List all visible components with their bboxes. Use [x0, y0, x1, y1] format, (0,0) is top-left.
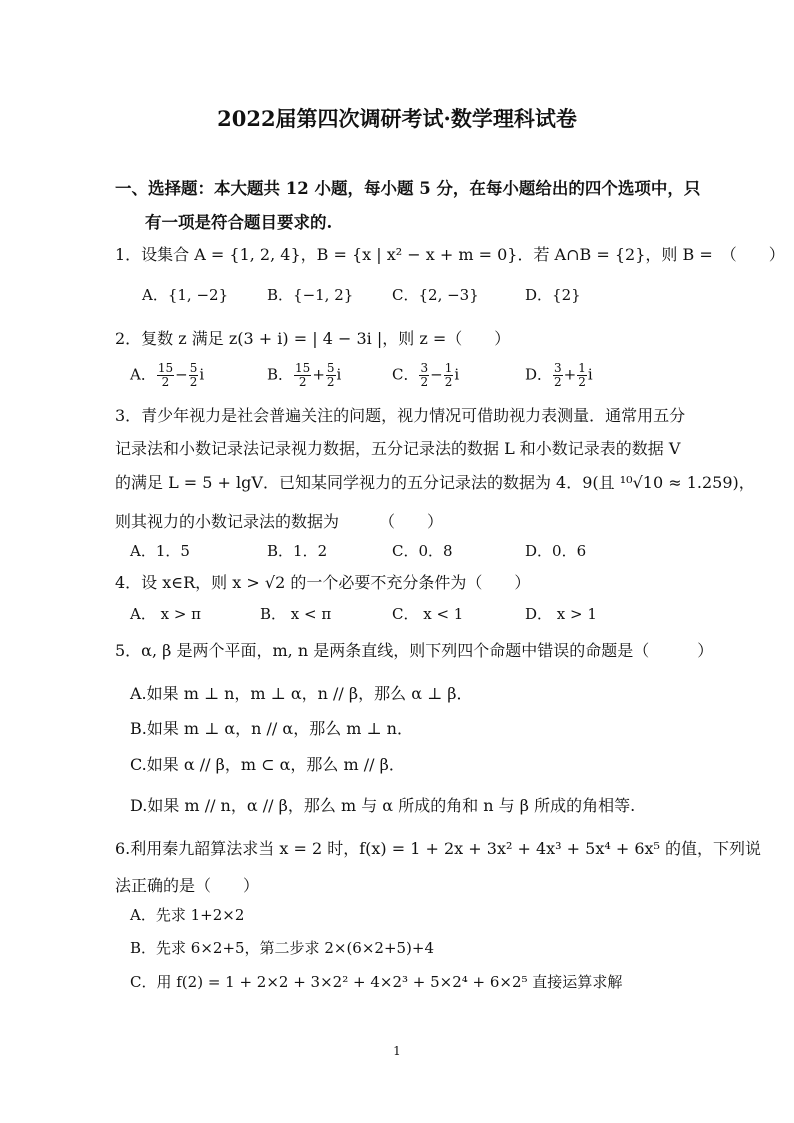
question-3-line2: 记录法和小数记录法记录视力数据，五分记录法的数据 L 和小数记录表的数据 V	[115, 439, 681, 458]
section-heading-line1: 一、选择题：本大题共 12 小题，每小题 5 分，在每小题给出的四个选项中，只	[115, 179, 701, 198]
question-2-stem: 2．复数 z 满足 z(3 + i) = | 4 − 3i |，则 z =（ ）	[115, 329, 511, 348]
question-3-line1: 3．青少年视力是社会普遍关注的问题，视力情况可借助视力表测量．通常用五分	[115, 406, 686, 425]
question-1-option-b: B．{−1, 2}	[267, 286, 354, 304]
question-2-option-c: C． $\frac{3}{2}$ − $\frac{1}{2}$ i	[392, 361, 460, 389]
question-6-line2: 法正确的是（ ）	[115, 876, 260, 895]
question-6-option-b: B．先求 6×2+5，第二步求 2×(6×2+5)+4	[130, 939, 435, 957]
question-4-option-a: A． x > π	[130, 605, 202, 623]
question-6-line1: 6.利用秦九韶算法求当 x = 2 时，f(x) = 1 + 2x + 3x² + 4x³ + 5x⁴ + 6x⁵ 的值，下列说	[115, 839, 762, 858]
page-title: 2022届第四次调研考试·数学理科试卷	[217, 106, 577, 131]
question-5-option-b: B.如果 m ⊥ α，n // α，那么 m ⊥ n．	[130, 719, 413, 738]
question-5-option-c: C.如果 α // β，m ⊂ α，那么 m // β．	[130, 755, 405, 774]
question-1-option-c: C．{2, −3}	[392, 286, 479, 304]
question-4-stem: 4．设 x∈R，则 x > √2 的一个必要不充分条件为（ ）	[115, 573, 531, 592]
page-number: 1	[393, 1044, 401, 1058]
question-6-option-a: A．先求 1+2×2	[130, 906, 245, 924]
question-2-option-b: B． $\frac{15}{2}$ + $\frac{5}{2}$ i	[267, 361, 342, 389]
question-4-option-c: C． x < 1	[392, 605, 464, 623]
question-3-line3: 的满足 L = 5 + lgV．已知某同学视力的五分记录法的数据为 4．9(且 ¹⁰√10 ≈ 1.259)，	[115, 473, 755, 492]
question-5-option-a: A.如果 m ⊥ n，m ⊥ α，n // β，那么 α ⊥ β．	[130, 684, 473, 703]
question-3-option-d: D．0．6	[525, 542, 587, 560]
question-2-option-a: A． $\frac{15}{2}$ − $\frac{5}{2}$ i	[130, 361, 205, 389]
question-3-option-c: C．0．8	[392, 542, 453, 560]
question-5-stem: 5．α, β 是两个平面，m, n 是两条直线，则下列四个命题中错误的命题是（ ）	[115, 641, 714, 660]
question-1-stem: 1．设集合 A = {1, 2, 4}，B = {x | x² − x + m = 0}．若 A∩B = {2}，则 B = （ ）	[115, 245, 785, 264]
section-heading-line2: 有一项是符合题目要求的.	[145, 213, 333, 232]
question-1-option-d: D．{2}	[525, 286, 581, 304]
question-3-option-b: B．1．2	[267, 542, 328, 560]
question-6-option-c: C．用 f(2) = 1 + 2×2 + 3×2² + 4×2³ + 5×2⁴ + 6×2⁵ 直接运算求解	[130, 973, 623, 991]
question-1-option-a: A．{1, −2}	[142, 286, 229, 304]
question-3-line4: 则其视力的小数记录法的数据为 （ ）	[115, 512, 444, 531]
question-4-option-d: D． x > 1	[525, 605, 597, 623]
question-2-option-d: D． $\frac{3}{2}$ + $\frac{1}{2}$ i	[525, 361, 593, 389]
question-4-option-b: B． x < π	[260, 605, 332, 623]
question-5-option-d: D.如果 m // n，α // β，那么 m 与 α 所成的角和 n 与 β 所成的角相等.	[130, 796, 636, 815]
question-3-option-a: A．1．5	[130, 542, 190, 560]
